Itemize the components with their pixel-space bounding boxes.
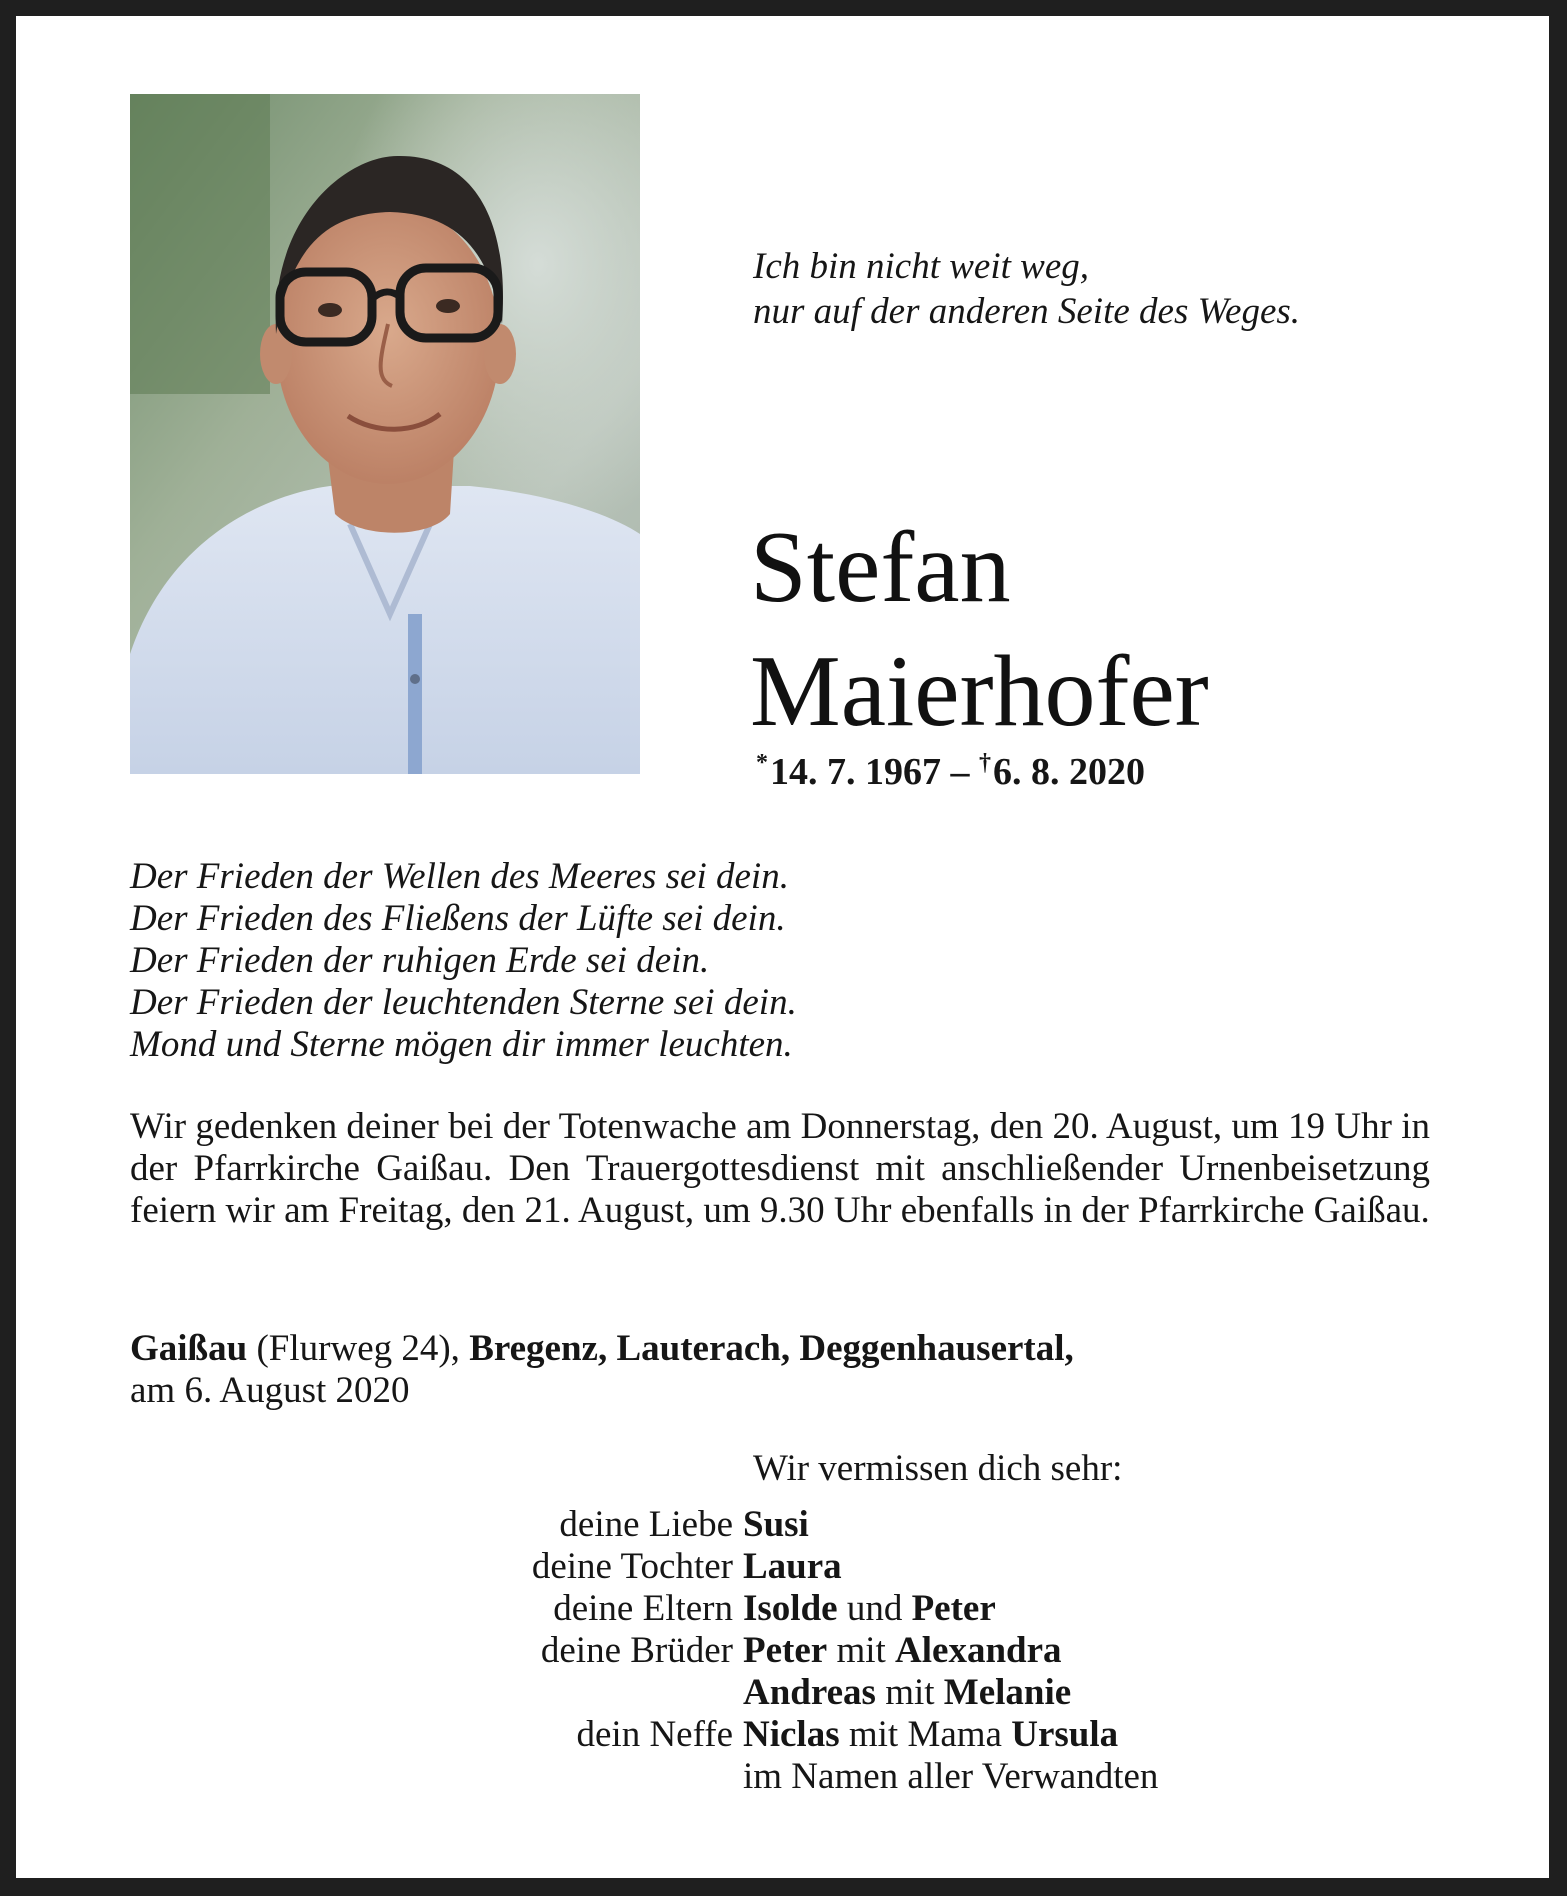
mourner-name: Ursula (1011, 1714, 1119, 1755)
mourner-names (743, 1588, 1516, 1630)
places-line (130, 1328, 1430, 1370)
relation: deine Brüder (540, 1630, 733, 1671)
mourner-row (216, 1588, 1516, 1630)
mourners-list (216, 1504, 1516, 1798)
portrait-image (130, 94, 640, 774)
other-places: Bregenz, Lauterach, Deggenhausertal, (469, 1328, 1074, 1369)
mourner-row (216, 1630, 1516, 1672)
town: Gaißau (130, 1328, 248, 1369)
death-date: 6. 8. 2020 (993, 751, 1145, 793)
mourner-name: Niclas (743, 1714, 840, 1755)
memorial-notice (130, 1106, 1430, 1232)
mourner-row (216, 1504, 1516, 1546)
mourner-row (216, 1546, 1516, 1588)
joiner: und (837, 1588, 912, 1629)
places-and-date (130, 1328, 1430, 1412)
mourner-names (743, 1672, 1516, 1714)
mourner-name: Melanie (943, 1672, 1072, 1713)
quote-line-2: nur auf der anderen Seite des Weges. (753, 291, 1301, 332)
notice-date: am 6. August 2020 (130, 1370, 410, 1411)
relation: dein Neffe (576, 1714, 733, 1755)
mourner-name: Isolde (743, 1588, 838, 1629)
mourner-names (743, 1546, 1516, 1588)
mourners-intro: Wir vermissen dich sehr: (753, 1448, 1123, 1489)
mourner-row (216, 1672, 1516, 1714)
mourner-names (743, 1714, 1516, 1756)
address: (Flurweg 24), (247, 1328, 470, 1369)
mourner-name: Laura (743, 1546, 842, 1587)
mourner-names (743, 1630, 1516, 1672)
poem-line: Der Frieden der leuchtenden Sterne sei dein. (130, 982, 797, 1023)
mourner-names (743, 1504, 1516, 1546)
poem-line: Mond und Sterne mögen dir immer leuchten. (130, 1024, 793, 1065)
relation (216, 1672, 743, 1714)
date-separator: – (941, 751, 979, 793)
joiner: mit (875, 1672, 944, 1713)
relation-empty (216, 1756, 743, 1798)
relation: deine Liebe (559, 1504, 733, 1545)
closing-line: im Namen aller Verwandten (743, 1756, 1159, 1797)
relation: deine Eltern (553, 1588, 733, 1629)
poem (130, 856, 1230, 1066)
mourner-name: Andreas (743, 1672, 876, 1713)
death-symbol: † (979, 750, 991, 776)
mourner-row (216, 1756, 1516, 1798)
joiner: mit (827, 1630, 896, 1671)
poem-line: Der Frieden der ruhigen Erde sei dein. (130, 940, 710, 981)
relation: deine Tochter (531, 1546, 733, 1587)
poem-line: Der Frieden der Wellen des Meeres sei dein. (130, 856, 789, 897)
opening-quote (753, 244, 1513, 334)
mourner-row (216, 1714, 1516, 1756)
birth-symbol: * (756, 750, 768, 776)
mourner-name: Alexandra (895, 1630, 1062, 1671)
notice-text: Wir gedenken deiner bei der Totenwache am Donnerstag, den 20. August, um 19 Uhr in der Pfarrkirche Gaißau. Den Trauergottesdienst mit anschließender Urnenbeisetzung feiern wir am Freitag, den 21. August, um 9.30 Uhr ebenfalls in der Pfarrkirche Gaißau. (130, 1106, 1430, 1231)
deceased-name (750, 506, 1209, 754)
joiner: mit Mama (839, 1714, 1012, 1755)
last-name: Maierhofer (750, 635, 1209, 748)
birth-date: 14. 7. 1967 (770, 751, 941, 793)
life-dates (756, 740, 1145, 795)
mourner-name: Peter (743, 1630, 828, 1671)
mourner-name: Peter (911, 1588, 996, 1629)
quote-line-1: Ich bin nicht weit weg, (753, 246, 1090, 287)
obituary-page (16, 16, 1549, 1878)
poem-line: Der Frieden des Fließens der Lüfte sei dein. (130, 898, 786, 939)
portrait-photo (130, 94, 640, 774)
mourner-name: Susi (743, 1504, 809, 1545)
first-name: Stefan (750, 511, 1011, 624)
